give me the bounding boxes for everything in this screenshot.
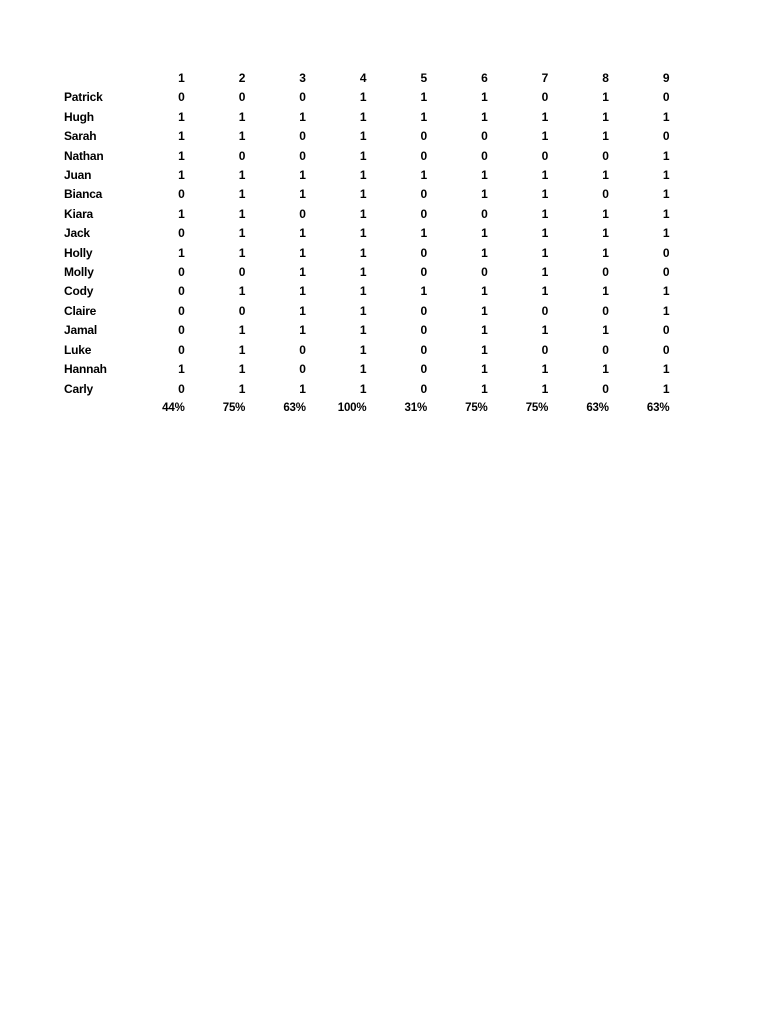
score-cell: 0 [420,342,427,357]
score-cell: 0 [420,381,427,396]
score-cell: 0 [238,303,246,318]
percent-cell: 44% [162,401,185,414]
score-cell: 0 [602,342,609,357]
score-cell: 1 [299,284,306,299]
student-name: Bianca [64,187,103,202]
score-cell: 1 [481,342,488,357]
score-cell: 1 [299,323,306,338]
score-cell: 1 [359,109,367,124]
percent-cell: 63% [646,401,670,414]
score-cell: 1 [602,323,609,338]
score-cell: 0 [299,148,306,163]
score-table [60,69,669,418]
score-cell: 1 [299,245,306,260]
score-cell: 1 [359,284,367,299]
column-header: 7 [541,71,549,85]
student-name: Cody [64,284,94,299]
student-name: Juan [64,168,92,183]
score-cell: 1 [359,168,367,183]
score-cell: 1 [602,206,609,221]
score-cell: 1 [602,226,609,241]
corner-cell [60,69,124,88]
score-cell: 0 [602,303,609,318]
score-cell: 1 [238,168,246,183]
score-cell: 1 [602,90,609,105]
score-cell: 1 [662,303,670,318]
score-cell: 1 [359,206,367,221]
score-cell: 0 [602,381,609,396]
score-cell: 1 [662,284,670,299]
table-row [60,360,669,379]
table-row [60,147,669,166]
table-row [60,282,669,301]
score-cell: 1 [541,206,549,221]
score-cell: 1 [299,303,306,318]
score-cell: 1 [178,168,185,183]
score-cell: 1 [238,362,246,377]
score-cell: 0 [178,90,185,105]
score-cell: 1 [481,90,488,105]
score-cell: 1 [541,284,549,299]
score-cell: 0 [481,148,488,163]
score-cell: 1 [662,206,670,221]
score-cell: 1 [178,129,185,144]
score-cell: 1 [541,245,549,260]
score-cell: 1 [420,168,427,183]
score-cell: 1 [481,362,488,377]
table-row [60,166,669,185]
score-cell: 1 [238,206,246,221]
score-cell: 1 [541,168,549,183]
score-cell: 0 [541,303,549,318]
percent-cell: 31% [404,401,427,414]
score-cell: 1 [481,303,488,318]
score-cell: 1 [238,245,246,260]
percent-cell: 100% [337,401,367,414]
column-header: 9 [662,71,670,85]
score-cell: 1 [299,187,306,202]
score-cell: 1 [359,187,367,202]
score-cell: 0 [299,129,306,144]
score-cell: 1 [238,226,246,241]
table-row [60,263,669,282]
score-cell: 1 [602,284,609,299]
student-name: Claire [64,303,97,318]
score-cell: 0 [238,148,246,163]
score-cell: 1 [541,226,549,241]
table-row [60,224,669,243]
score-cell: 1 [299,109,306,124]
student-name: Jack [64,226,90,241]
score-cell: 1 [481,187,488,202]
column-header: 8 [602,71,609,85]
score-cell: 0 [238,265,246,280]
score-cell: 1 [359,245,367,260]
table-row [60,205,669,224]
score-cell: 0 [481,129,488,144]
score-cell: 1 [178,109,185,124]
score-cell: 0 [541,148,549,163]
column-header-row [60,69,669,88]
score-cell: 1 [299,265,306,280]
score-cell: 1 [420,90,427,105]
table-row [60,380,669,399]
score-cell: 0 [420,206,427,221]
score-cell: 1 [481,284,488,299]
score-cell: 1 [662,148,670,163]
table-row [60,185,669,204]
score-cell: 1 [481,226,488,241]
score-cell: 1 [359,342,367,357]
table-row [60,244,669,263]
column-header: 2 [238,71,246,85]
score-cell: 0 [178,342,185,357]
score-cell: 1 [178,206,185,221]
table-row [60,127,669,146]
score-cell: 1 [420,284,427,299]
score-cell: 0 [299,362,306,377]
score-cell: 1 [602,362,609,377]
student-name: Carly [64,381,94,396]
score-cell: 1 [238,284,246,299]
student-name: Holly [64,245,93,260]
score-cell: 1 [299,226,306,241]
percent-cell: 63% [283,401,306,414]
student-name: Sarah [64,129,97,144]
table-row [60,88,669,107]
score-cell: 1 [481,381,488,396]
score-cell: 1 [238,381,246,396]
score-cell: 0 [602,265,609,280]
score-cell: 0 [420,303,427,318]
score-cell: 0 [481,265,488,280]
score-cell: 1 [420,226,427,241]
score-cell: 0 [420,323,427,338]
score-cell: 1 [481,323,488,338]
score-cell: 1 [481,168,488,183]
column-header: 1 [178,71,185,85]
student-name: Hannah [64,362,107,377]
score-cell: 0 [420,187,427,202]
score-cell: 0 [662,245,670,260]
student-name: Kiara [64,206,94,221]
column-header: 3 [299,71,306,85]
score-cell: 1 [541,109,549,124]
student-name: Luke [64,342,92,357]
score-cell: 0 [178,187,185,202]
table-row [60,321,669,340]
percent-cell: 75% [525,401,549,414]
score-cell: 1 [420,109,427,124]
score-cell: 1 [481,245,488,260]
table-row [60,302,669,321]
score-cell: 1 [359,323,367,338]
score-cell: 0 [299,342,306,357]
score-cell: 0 [662,342,670,357]
score-cell: 0 [420,265,427,280]
score-cell: 1 [602,168,609,183]
score-cell: 0 [662,265,670,280]
table-row [60,108,669,127]
score-cell: 0 [662,90,670,105]
score-cell: 1 [359,129,367,144]
score-cell: 0 [178,323,185,338]
score-cell: 1 [238,342,246,357]
score-cell: 1 [238,323,246,338]
student-rows [60,88,669,399]
column-header: 5 [420,71,427,85]
score-cell: 1 [178,362,185,377]
score-cell: 0 [662,323,670,338]
score-cell: 0 [602,148,609,163]
score-cell: 1 [541,381,549,396]
student-name: Molly [64,265,94,280]
score-cell: 1 [662,168,670,183]
score-cell: 0 [178,226,185,241]
score-cell: 0 [541,90,549,105]
score-cell: 1 [662,362,670,377]
score-cell: 1 [238,187,246,202]
table-row [60,341,669,360]
score-cell: 1 [481,109,488,124]
score-cell: 0 [541,342,549,357]
score-cell: 1 [541,129,549,144]
score-cell: 1 [359,265,367,280]
score-cell: 1 [359,303,367,318]
totals-label-cell [60,399,124,418]
percent-cell: 75% [465,401,488,414]
score-cell: 1 [299,168,306,183]
score-cell: 1 [359,381,367,396]
score-cell: 0 [420,245,427,260]
totals-row [60,399,669,418]
score-cell: 1 [662,381,670,396]
score-cell: 0 [299,90,306,105]
column-header: 6 [481,71,488,85]
score-cell: 1 [541,362,549,377]
score-cell: 0 [602,187,609,202]
student-name: Patrick [64,90,103,105]
score-cell: 1 [602,129,609,144]
score-cell: 1 [602,109,609,124]
percent-cell: 63% [586,401,609,414]
score-cell: 1 [178,245,185,260]
score-cell: 1 [359,226,367,241]
score-cell: 1 [359,90,367,105]
percent-cell: 75% [222,401,246,414]
score-cell: 0 [481,206,488,221]
score-cell: 0 [420,362,427,377]
score-cell: 1 [662,226,670,241]
score-cell: 0 [178,303,185,318]
student-name: Nathan [64,148,104,163]
score-cell: 0 [238,90,246,105]
column-header: 4 [359,71,367,85]
score-cell: 0 [178,284,185,299]
score-cell: 1 [602,245,609,260]
score-cell: 1 [541,323,549,338]
score-cell: 1 [238,109,246,124]
score-cell: 0 [299,206,306,221]
score-cell: 0 [178,381,185,396]
score-cell: 1 [541,265,549,280]
score-cell: 1 [299,381,306,396]
score-cell: 0 [420,148,427,163]
score-cell: 1 [541,187,549,202]
score-cell: 1 [359,362,367,377]
score-cell: 0 [178,265,185,280]
score-cell: 0 [662,129,670,144]
score-cell: 1 [178,148,185,163]
score-cell: 1 [662,109,670,124]
score-cell: 1 [238,129,246,144]
student-name: Hugh [64,109,94,124]
score-cell: 0 [420,129,427,144]
score-cell: 1 [359,148,367,163]
score-cell: 1 [662,187,670,202]
student-name: Jamal [64,323,98,338]
